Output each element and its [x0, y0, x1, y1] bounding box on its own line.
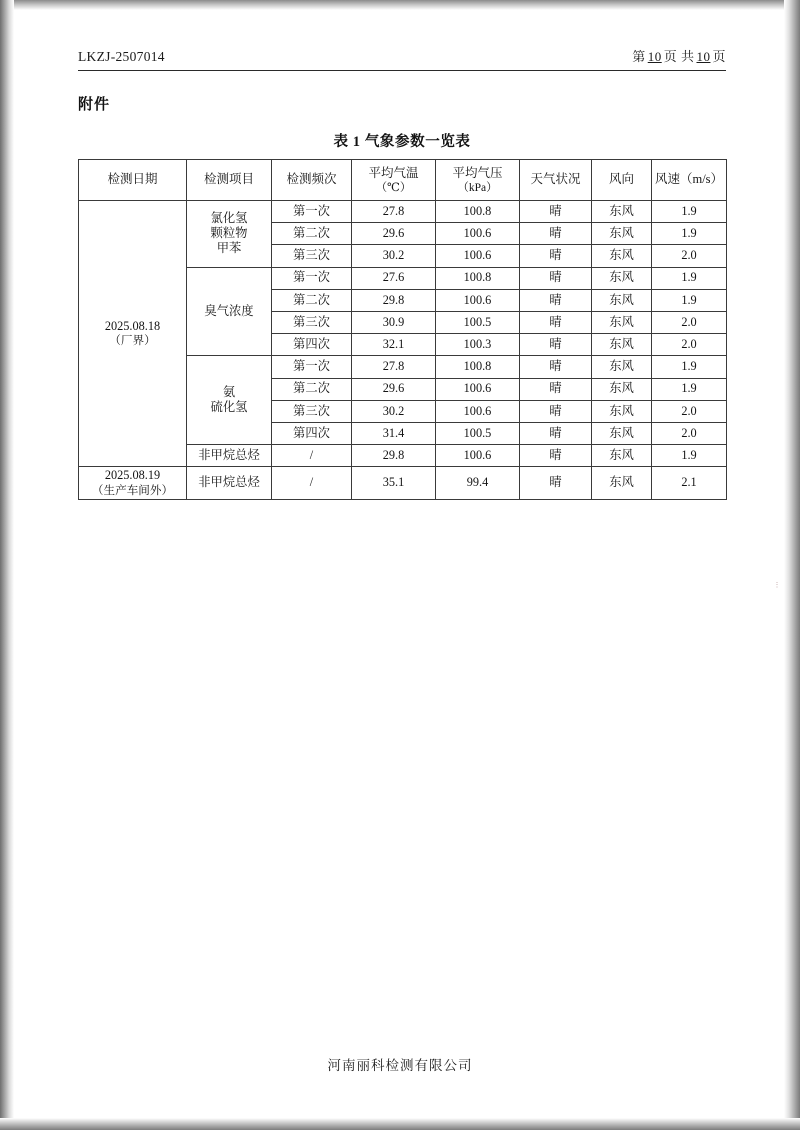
cell-weather: 晴 — [520, 356, 592, 378]
col-header-pressure — [436, 160, 520, 201]
cell-item-value: 非甲烷总烃 — [198, 447, 260, 462]
cell-temperature: 35.1 — [352, 467, 436, 500]
cell-weather: 晴 — [520, 334, 592, 356]
cell-pressure: 100.5 — [436, 311, 520, 333]
cell-temperature: 27.8 — [352, 356, 436, 378]
col-header-temperature-unit: （℃） — [375, 181, 412, 194]
cell-wind-speed: 1.9 — [652, 378, 727, 400]
table-header-row — [79, 160, 727, 201]
cell-wind-direction: 东风 — [592, 378, 652, 400]
cell-date — [79, 467, 187, 500]
cell-wind-direction: 东风 — [592, 334, 652, 356]
cell-frequency: / — [272, 467, 352, 500]
cell-frequency: 第二次 — [272, 378, 352, 400]
col-header-frequency: 检测频次 — [272, 160, 352, 201]
cell-temperature: 30.2 — [352, 400, 436, 422]
attachment-heading: 附件 — [78, 97, 111, 113]
col-header-item: 检测项目 — [187, 160, 272, 201]
cell-temperature: 32.1 — [352, 334, 436, 356]
cell-item-value: 臭气浓度 — [204, 303, 254, 318]
cell-item — [187, 267, 272, 356]
cell-frequency: 第三次 — [272, 311, 352, 333]
cell-wind-speed: 1.9 — [652, 445, 727, 467]
cell-pressure: 100.5 — [436, 422, 520, 444]
col-header-temperature-label: 平均气温 — [368, 165, 419, 180]
cell-weather: 晴 — [520, 289, 592, 311]
cell-wind-direction: 东风 — [592, 467, 652, 500]
header-divider — [78, 70, 726, 71]
cell-wind-speed: 1.9 — [652, 201, 727, 223]
cell-frequency: 第三次 — [272, 400, 352, 422]
cell-pressure: 100.6 — [436, 445, 520, 467]
cell-wind-direction: 东风 — [592, 223, 652, 245]
cell-item — [187, 445, 272, 467]
col-header-wind-speed: 风速（m/s） — [652, 160, 727, 201]
cell-pressure: 100.8 — [436, 356, 520, 378]
cell-date-location: （生产车间外） — [91, 483, 174, 497]
cell-weather: 晴 — [520, 445, 592, 467]
cell-pressure: 100.6 — [436, 289, 520, 311]
page-header — [78, 46, 726, 69]
cell-temperature: 29.8 — [352, 445, 436, 467]
page-suffix-label: 页 — [712, 49, 726, 64]
cell-wind-speed: 1.9 — [652, 356, 727, 378]
col-header-wind-direction: 风向 — [592, 160, 652, 201]
cell-item-value: 硫化氢 — [210, 400, 248, 415]
cell-temperature: 27.8 — [352, 201, 436, 223]
cell-pressure: 100.3 — [436, 334, 520, 356]
cell-wind-direction: 东风 — [592, 289, 652, 311]
cell-frequency: 第二次 — [272, 289, 352, 311]
cell-frequency: 第四次 — [272, 334, 352, 356]
cell-weather: 晴 — [520, 311, 592, 333]
table-row — [79, 467, 727, 500]
cell-temperature: 30.2 — [352, 245, 436, 267]
page-footer: 河南丽科检测有限公司 — [327, 1058, 473, 1073]
cell-wind-direction: 东风 — [592, 245, 652, 267]
page-content — [78, 46, 726, 500]
cell-weather: 晴 — [520, 400, 592, 422]
margin-artifact: ⋮ — [773, 581, 781, 589]
cell-weather: 晴 — [520, 378, 592, 400]
col-header-weather: 天气状况 — [520, 160, 592, 201]
cell-temperature: 29.6 — [352, 378, 436, 400]
cell-item-value: 氯化氢 — [210, 210, 248, 225]
weather-parameters-table — [78, 159, 727, 500]
cell-wind-speed: 2.0 — [652, 334, 727, 356]
cell-weather: 晴 — [520, 245, 592, 267]
page-total-value: 10 — [696, 49, 711, 64]
cell-item — [187, 356, 272, 445]
scan-edge-bottom — [0, 1118, 800, 1130]
cell-item-value: 氨 — [222, 384, 236, 399]
cell-temperature: 30.9 — [352, 311, 436, 333]
cell-frequency: 第二次 — [272, 223, 352, 245]
cell-pressure: 99.4 — [436, 467, 520, 500]
scan-edge-top — [0, 0, 800, 10]
cell-wind-direction: 东风 — [592, 267, 652, 289]
cell-pressure: 100.6 — [436, 400, 520, 422]
page-current-value: 10 — [647, 49, 662, 64]
cell-item-value: 甲苯 — [216, 241, 242, 256]
col-header-pressure-label: 平均气压 — [452, 165, 503, 180]
cell-wind-speed: 2.0 — [652, 245, 727, 267]
cell-frequency: 第一次 — [272, 201, 352, 223]
cell-pressure: 100.8 — [436, 201, 520, 223]
page-prefix-label: 第 — [632, 49, 646, 64]
cell-weather: 晴 — [520, 267, 592, 289]
cell-weather: 晴 — [520, 467, 592, 500]
cell-wind-speed: 2.0 — [652, 400, 727, 422]
cell-date-value: 2025.08.18 — [104, 318, 161, 333]
cell-pressure: 100.6 — [436, 223, 520, 245]
cell-wind-speed: 1.9 — [652, 223, 727, 245]
cell-weather: 晴 — [520, 201, 592, 223]
document-code: LKZJ-2507014 — [78, 49, 165, 64]
cell-pressure: 100.8 — [436, 267, 520, 289]
cell-wind-direction: 东风 — [592, 356, 652, 378]
cell-weather: 晴 — [520, 223, 592, 245]
col-header-temperature — [352, 160, 436, 201]
cell-frequency: 第三次 — [272, 245, 352, 267]
cell-weather: 晴 — [520, 422, 592, 444]
cell-pressure: 100.6 — [436, 245, 520, 267]
table-row — [79, 201, 727, 223]
cell-frequency: 第一次 — [272, 356, 352, 378]
cell-temperature: 27.6 — [352, 267, 436, 289]
cell-wind-direction: 东风 — [592, 201, 652, 223]
cell-date — [79, 201, 187, 467]
col-header-pressure-unit: （kPa） — [457, 181, 498, 194]
cell-wind-direction: 东风 — [592, 311, 652, 333]
cell-temperature: 29.8 — [352, 289, 436, 311]
cell-pressure: 100.6 — [436, 378, 520, 400]
scan-edge-left — [0, 0, 14, 1130]
cell-date-value: 2025.08.19 — [104, 468, 161, 483]
cell-frequency: 第四次 — [272, 422, 352, 444]
cell-wind-speed: 2.0 — [652, 311, 727, 333]
cell-frequency: 第一次 — [272, 267, 352, 289]
cell-wind-direction: 东风 — [592, 445, 652, 467]
cell-item — [187, 467, 272, 500]
page-mid-label: 页 共 — [663, 49, 695, 64]
cell-item-value: 非甲烷总烃 — [198, 475, 260, 490]
cell-item-value: 颗粒物 — [210, 226, 248, 241]
cell-temperature: 31.4 — [352, 422, 436, 444]
page-number — [632, 46, 726, 65]
col-header-date: 检测日期 — [79, 160, 187, 201]
table-caption: 表 1 气象参数一览表 — [333, 134, 471, 150]
cell-wind-speed: 1.9 — [652, 289, 727, 311]
cell-wind-direction: 东风 — [592, 422, 652, 444]
cell-wind-speed: 2.0 — [652, 422, 727, 444]
cell-date-location: （厂界） — [109, 334, 156, 348]
table-body — [79, 201, 727, 500]
cell-item — [187, 201, 272, 268]
cell-frequency: / — [272, 445, 352, 467]
cell-wind-direction: 东风 — [592, 400, 652, 422]
cell-wind-speed: 2.1 — [652, 467, 727, 500]
scan-edge-right — [784, 0, 800, 1130]
cell-wind-speed: 1.9 — [652, 267, 727, 289]
cell-temperature: 29.6 — [352, 223, 436, 245]
